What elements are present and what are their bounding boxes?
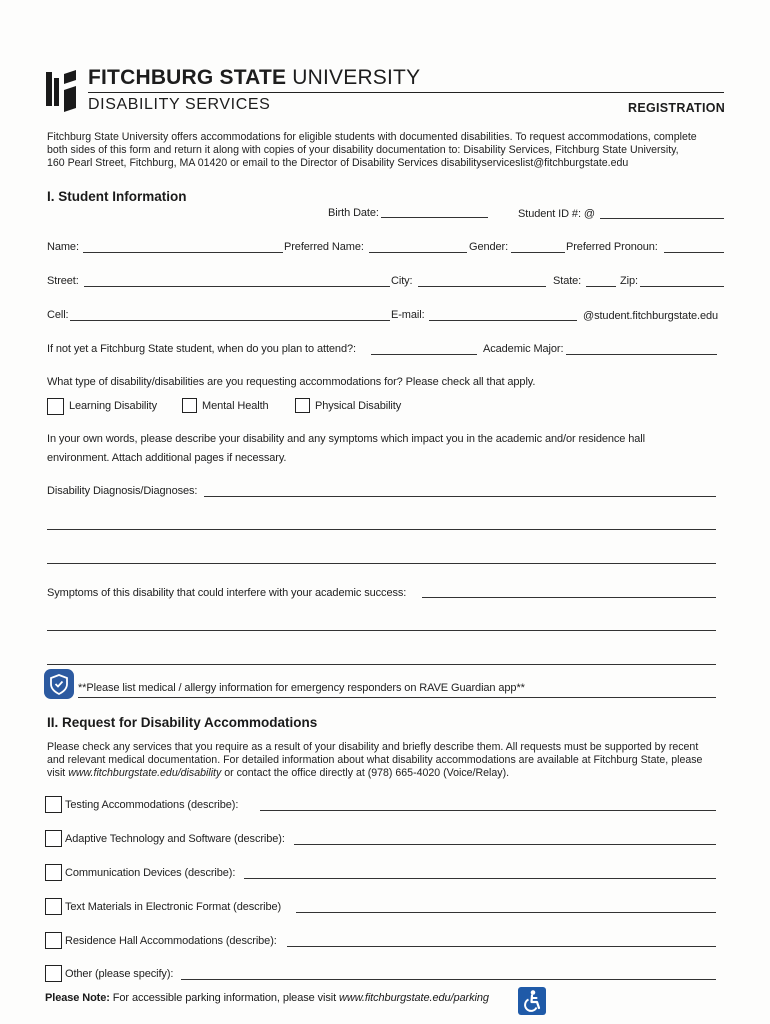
state-field[interactable] — [586, 286, 616, 287]
mental-health-label: Mental Health — [202, 400, 269, 412]
university-name-light: UNIVERSITY — [292, 66, 421, 89]
parking-link[interactable]: www.fitchburgstate.edu/parking — [339, 992, 489, 1004]
text-materials-field[interactable] — [296, 912, 716, 913]
state-label: State: — [553, 275, 582, 287]
header-rule — [88, 92, 724, 93]
section-2-intro-line-2: and relevant medical documentation. For detailed information about what disability accommodations are available at Fitchburg State, please — [47, 754, 703, 766]
diagnosis-field-line-3[interactable] — [47, 563, 716, 564]
street-field[interactable] — [84, 286, 390, 287]
rave-note: **Please list medical / allergy information for emergency responders on RAVE Guardian app** — [78, 682, 525, 694]
wheelchair-icon — [518, 987, 546, 1015]
student-id-field[interactable] — [600, 218, 724, 219]
adaptive-technology-checkbox[interactable] — [45, 830, 62, 847]
intro-contact-text: or contact the office directly at (978) 665-4020 (Voice/Relay). — [221, 767, 510, 779]
learning-disability-checkbox[interactable] — [47, 398, 64, 415]
parking-note-bold: Please Note: — [45, 992, 110, 1004]
university-logo — [44, 68, 80, 112]
section-1-title: I. Student Information — [47, 189, 187, 204]
zip-label: Zip: — [620, 275, 638, 287]
section-2-intro-line-1: Please check any services that you require as a result of your disability and briefly describe them. All requests must be supported by recent — [47, 741, 699, 753]
residence-hall-field[interactable] — [287, 946, 716, 947]
communication-devices-checkbox[interactable] — [45, 864, 62, 881]
describe-instructions-line-2: environment. Attach additional pages if necessary. — [47, 452, 287, 464]
other-label: Other (please specify): — [65, 968, 174, 980]
residence-hall-label: Residence Hall Accommodations (describe): — [65, 935, 277, 947]
diagnosis-label: Disability Diagnosis/Diagnoses: — [47, 485, 198, 497]
preferred-name-field[interactable] — [369, 252, 467, 253]
testing-accommodations-label: Testing Accommodations (describe): — [65, 799, 239, 811]
accessibility-icon — [518, 987, 546, 1015]
email-domain: @student.fitchburgstate.edu — [583, 310, 719, 322]
attend-field[interactable] — [371, 354, 477, 355]
university-name-bold: FITCHBURG STATE — [88, 66, 287, 89]
attend-label: If not yet a Fitchburg State student, when do you plan to attend?: — [47, 343, 356, 355]
disability-type-question: What type of disability/disabilities are you requesting accommodations for? Please check all that apply. — [47, 376, 536, 388]
communication-devices-field[interactable] — [244, 878, 716, 879]
cell-label: Cell: — [47, 309, 69, 321]
symptoms-field[interactable] — [422, 597, 716, 598]
city-field[interactable] — [418, 286, 546, 287]
academic-major-field[interactable] — [566, 354, 717, 355]
preferred-name-label: Preferred Name: — [284, 241, 364, 253]
email-field[interactable] — [429, 320, 577, 321]
symptoms-field-line-2[interactable] — [47, 630, 716, 631]
testing-accommodations-checkbox[interactable] — [45, 796, 62, 813]
diagnosis-field[interactable] — [204, 496, 716, 497]
birth-date-label: Birth Date: — [328, 207, 379, 219]
section-2-title: II. Request for Disability Accommodations — [47, 715, 318, 730]
university-name — [88, 66, 420, 90]
zip-field[interactable] — [640, 286, 724, 287]
parking-note — [45, 992, 489, 1004]
intro-visit-text: visit — [47, 767, 69, 779]
text-materials-label: Text Materials in Electronic Format (describe) — [65, 901, 282, 913]
street-label: Street: — [47, 275, 79, 287]
cell-field[interactable] — [70, 320, 390, 321]
preferred-pronoun-field[interactable] — [664, 252, 724, 253]
testing-accommodations-field[interactable] — [260, 810, 716, 811]
describe-instructions-line-1: In your own words, please describe your disability and any symptoms which impact you in the academic and/or residence hall — [47, 433, 645, 445]
department-name: DISABILITY SERVICES — [88, 96, 271, 113]
city-label: City: — [391, 275, 413, 287]
logo-mark-icon — [44, 68, 80, 112]
communication-devices-label: Communication Devices (describe): — [65, 867, 236, 879]
preferred-pronoun-label: Preferred Pronoun: — [566, 241, 658, 253]
birth-date-field[interactable] — [381, 217, 488, 218]
diagnosis-field-line-2[interactable] — [47, 529, 716, 530]
symptoms-label: Symptoms of this disability that could interfere with your academic success: — [47, 587, 407, 599]
residence-hall-checkbox[interactable] — [45, 932, 62, 949]
parking-note-text: For accessible parking information, please visit — [109, 992, 339, 1004]
physical-disability-label: Physical Disability — [315, 400, 402, 412]
mental-health-checkbox[interactable] — [182, 398, 197, 413]
adaptive-technology-field[interactable] — [294, 844, 716, 845]
disability-link[interactable]: www.fitchburgstate.edu/disability — [68, 767, 222, 779]
text-materials-checkbox[interactable] — [45, 898, 62, 915]
rave-guardian-logo — [44, 669, 74, 699]
gender-label: Gender: — [469, 241, 509, 253]
symptoms-field-line-3[interactable] — [47, 664, 716, 665]
other-checkbox[interactable] — [45, 965, 62, 982]
student-id-label: Student ID #: @ — [518, 208, 595, 220]
other-field[interactable] — [181, 979, 716, 980]
intro-line-1: Fitchburg State University offers accommodations for eligible students with documented disabilities. To request accommodations, complete — [47, 131, 697, 143]
email-label: E-mail: — [391, 309, 425, 321]
name-label: Name: — [47, 241, 79, 253]
gender-field[interactable] — [511, 252, 565, 253]
intro-line-3: 160 Pearl Street, Fitchburg, MA 01420 or email to the Director of Disability Services disabilityserviceslist@fitchburgstate.edu — [47, 157, 629, 169]
physical-disability-checkbox[interactable] — [295, 398, 310, 413]
adaptive-technology-label: Adaptive Technology and Software (describe): — [65, 833, 285, 845]
rave-field[interactable] — [78, 697, 716, 698]
learning-disability-label: Learning Disability — [69, 400, 157, 412]
section-2-intro-line-3 — [47, 767, 509, 780]
name-field[interactable] — [83, 252, 283, 253]
intro-line-2: both sides of this form and return it along with copies of your disability documentation to: Disability Services, Fitchburg State University, — [47, 144, 679, 156]
academic-major-label: Academic Major: — [483, 343, 564, 355]
shield-icon — [44, 669, 74, 699]
form-type: REGISTRATION — [628, 101, 726, 115]
